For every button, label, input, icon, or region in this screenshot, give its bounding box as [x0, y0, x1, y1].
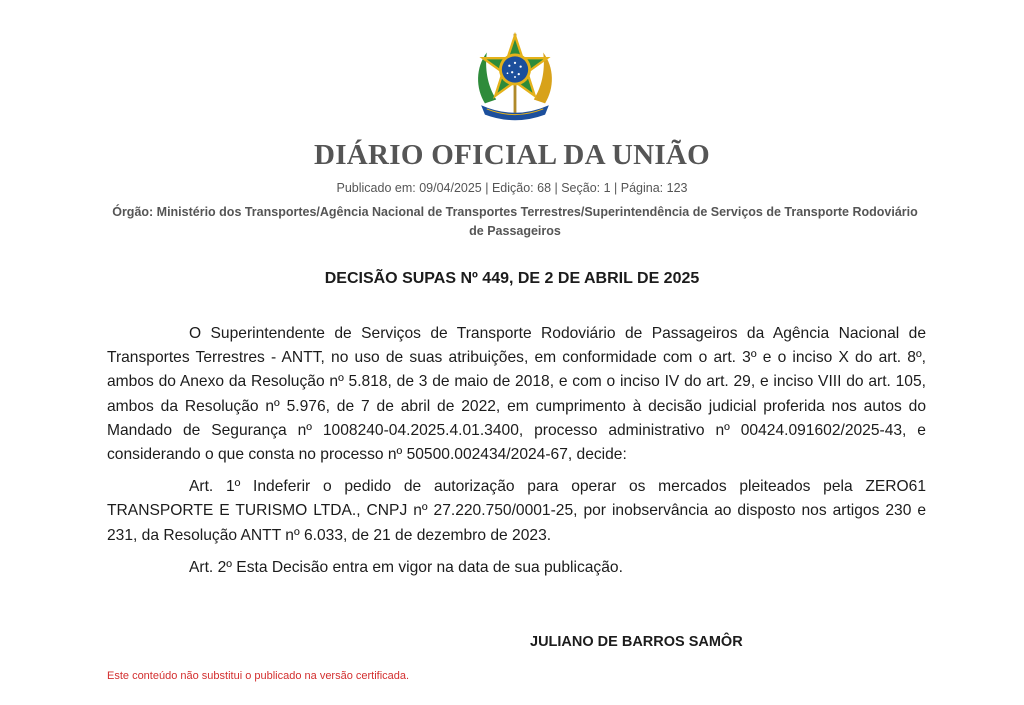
certification-disclaimer: Este conteúdo não substitui o publicado na versão certificada. — [107, 670, 410, 682]
masthead-title: DIÁRIO OFICIAL DA UNIÃO — [313, 139, 711, 171]
decision-body — [107, 322, 926, 588]
signatory-name: JULIANO DE BARROS SAMÔR — [530, 634, 743, 650]
article-2-paragraph: Art. 2º Esta Decisão entra em vigor na data de sua publicação. — [189, 558, 623, 576]
issuing-body: Órgão: Ministério dos Transportes/Agência Nacional de Transportes Terrestres/Superintendência de Serviços de Transporte Rodoviário de Passageiros — [112, 205, 918, 238]
decision-title: DECISÃO SUPAS Nº 449, DE 2 DE ABRIL DE 2025 — [324, 270, 700, 287]
article-1-paragraph: Art. 1º Indeferir o pedido de autorização para operar os mercados pleiteados pela ZERO61 TRANSPORTE E TURISMO LTDA., CNPJ nº 27.220.750/0001-25, por inobservância ao disposto nos artigos 230 e 231, da Resolução ANTT nº 6.033, de 21 de dezembro de 2023. — [107, 478, 926, 544]
preamble-paragraph: O Superintendente de Serviços de Transporte Rodoviário de Passageiros da Agência Nacional de Transportes Terrestres - ANTT, no uso de suas atribuições, em conformidade com o art. 3º e o inciso X do art. 8º, ambos do Anexo da Resolução nº 5.818, de 3 de maio de 2018, e com o inciso IV do art. 29, e inciso VIII do art. 105, ambos da Resolução nº 5.976, de 7 de abril de 2022, em cumprimento à decisão judicial proferida nos autos do Mandado de Segurança nº 1008240-04.2025.4.01.3400, processo administrativo nº 00424.091602/2025-43, e considerando o que consta no processo nº 50500.002434/2024-67, decide: — [107, 325, 926, 464]
publication-info: Publicado em: 09/04/2025 | Edição: 68 | Seção: 1 | Página: 123 — [336, 181, 688, 195]
brazil-coat-of-arms-icon — [468, 30, 562, 124]
